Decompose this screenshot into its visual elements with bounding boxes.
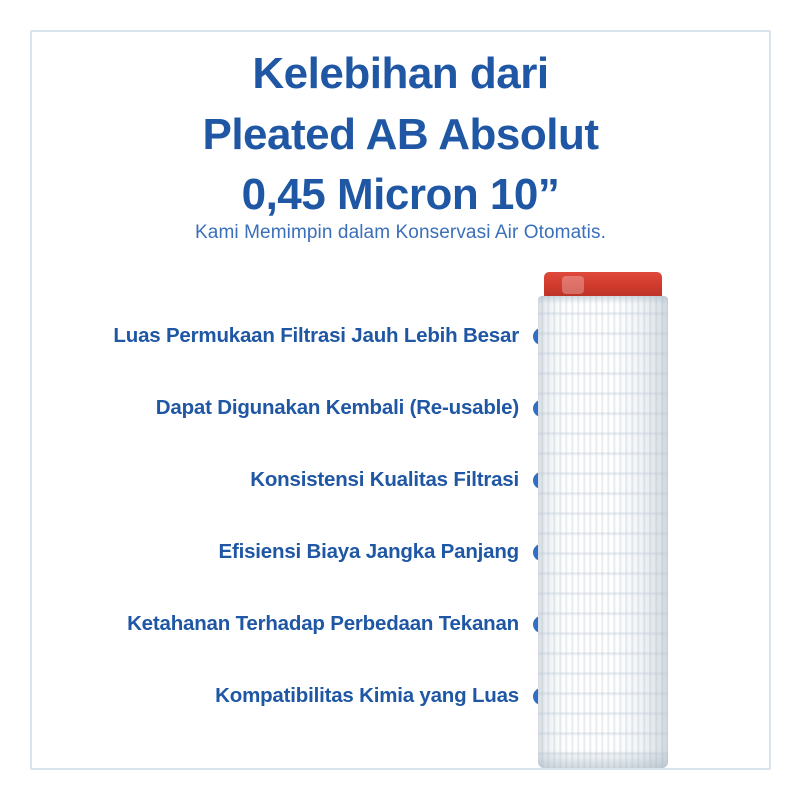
feature-list bbox=[40, 300, 550, 732]
cartridge-band-texture bbox=[538, 296, 668, 768]
feature-label: Kompatibilitas Kimia yang Luas bbox=[215, 684, 519, 707]
page-title bbox=[0, 44, 801, 226]
cartridge-red-cap bbox=[544, 272, 662, 298]
filter-cartridge-image bbox=[538, 272, 668, 768]
cap-highlight bbox=[562, 276, 584, 294]
headline-line-2: Pleated AB Absolut bbox=[202, 109, 599, 159]
list-item bbox=[40, 516, 550, 588]
list-item bbox=[40, 444, 550, 516]
subtitle: Kami Memimpin dalam Konservasi Air Otomatis. bbox=[195, 222, 606, 243]
list-item bbox=[40, 300, 550, 372]
feature-label: Konsistensi Kualitas Filtrasi bbox=[250, 468, 519, 491]
headline-line-1: Kelebihan dari bbox=[252, 49, 549, 98]
feature-label: Dapat Digunakan Kembali (Re-usable) bbox=[155, 396, 519, 419]
cartridge-top-shadow bbox=[538, 296, 668, 304]
cartridge-bottom-shadow bbox=[538, 750, 668, 768]
list-item bbox=[40, 372, 550, 444]
feature-label: Ketahanan Terhadap Perbedaan Tekanan bbox=[127, 612, 519, 635]
headline-line-3: 0,45 Micron 10” bbox=[241, 170, 560, 220]
list-item bbox=[40, 588, 550, 660]
feature-label: Efisiensi Biaya Jangka Panjang bbox=[218, 540, 519, 563]
list-item bbox=[40, 660, 550, 732]
feature-label: Luas Permukaan Filtrasi Jauh Lebih Besar bbox=[113, 324, 519, 347]
